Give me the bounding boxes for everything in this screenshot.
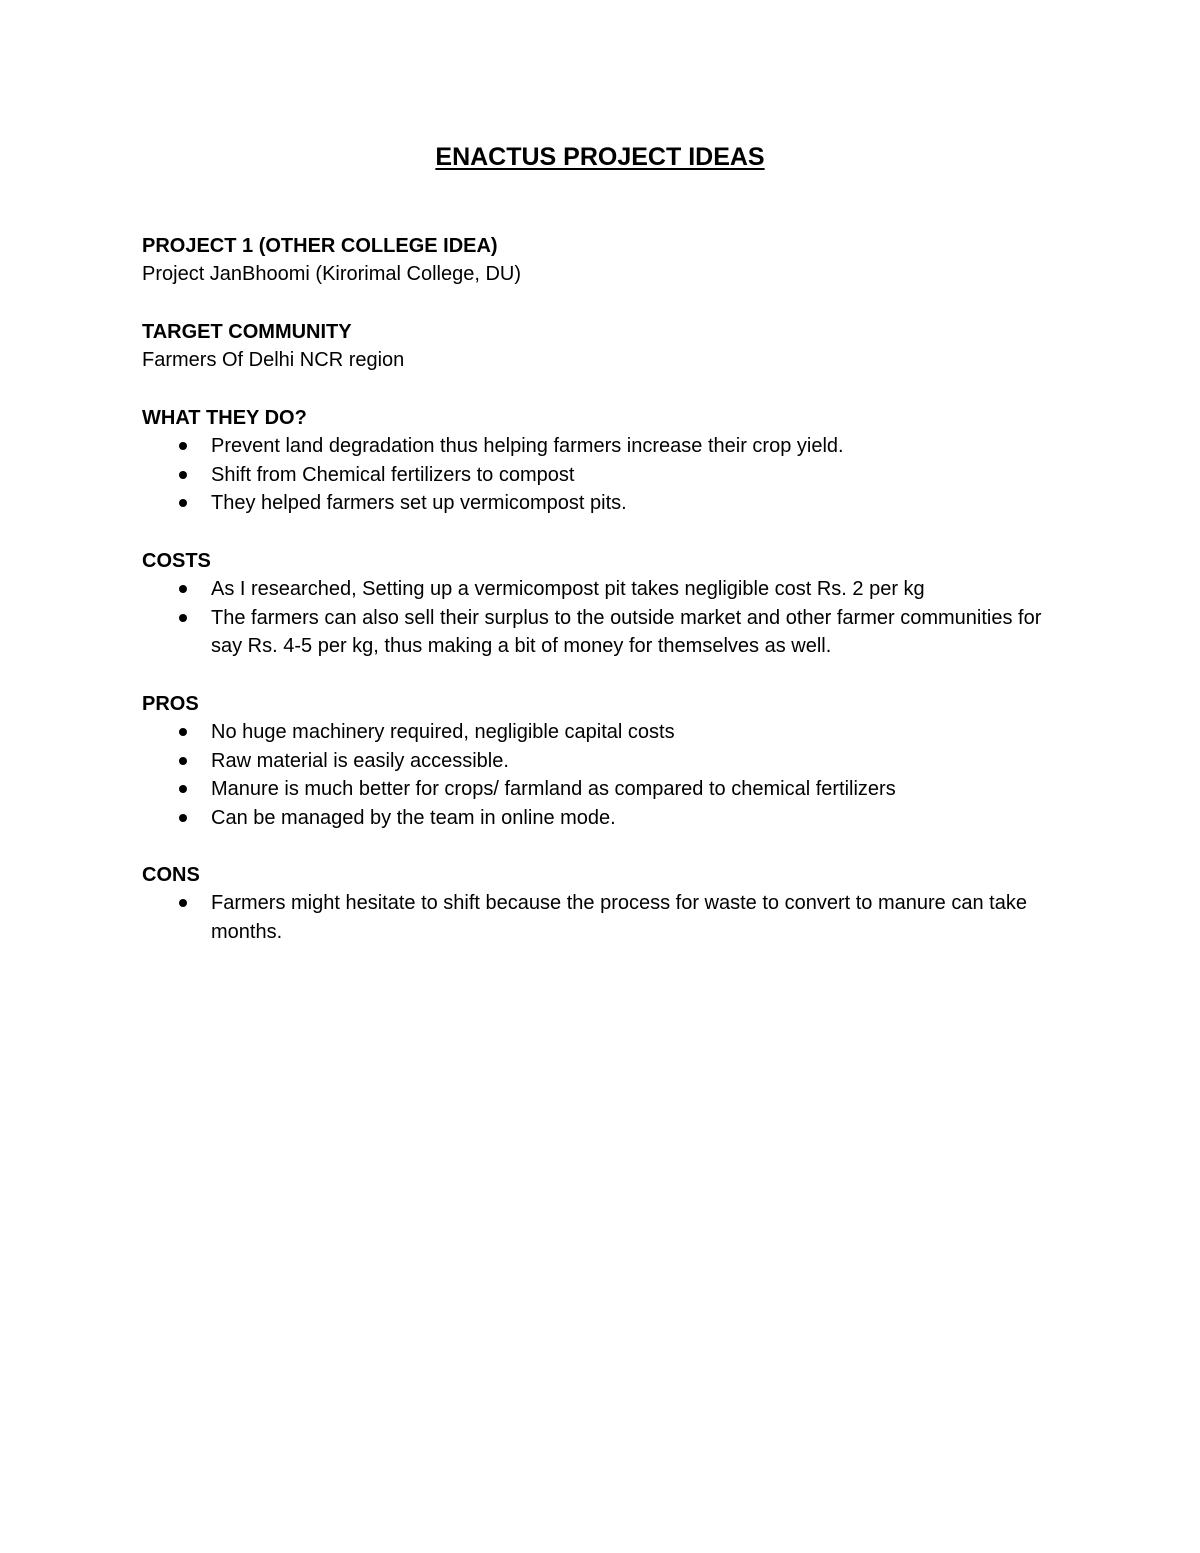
pros-section: [142, 690, 1062, 832]
list-item: [142, 775, 1062, 804]
costs-section: [142, 547, 1062, 661]
pros-heading: PROS: [142, 693, 199, 715]
pros-list: [142, 718, 1062, 832]
target-community-heading: TARGET COMMUNITY: [142, 321, 352, 343]
bullet-icon: [179, 899, 187, 907]
project-section: [142, 232, 1062, 288]
costs-heading: COSTS: [142, 550, 211, 572]
list-item-text: Manure is much better for crops/ farmland as compared to chemical fertilizers: [211, 778, 896, 800]
list-item-text: As I researched, Setting up a vermicompost pit takes negligible cost Rs. 2 per kg: [211, 578, 925, 600]
target-community-section: [142, 318, 1062, 374]
bullet-icon: [179, 757, 187, 765]
target-community-text: Farmers Of Delhi NCR region: [142, 349, 405, 371]
list-item: [142, 575, 1062, 604]
list-item-text: Farmers might hesitate to shift because the process for waste to convert to manure can take months.: [211, 892, 1027, 943]
document-title: ENACTUS PROJECT IDEAS: [435, 143, 765, 171]
what-they-do-list: [142, 432, 1062, 518]
project-heading: PROJECT 1 (OTHER COLLEGE IDEA): [142, 235, 498, 257]
list-item-text: Can be managed by the team in online mode.: [211, 806, 616, 829]
list-item: [142, 461, 1062, 490]
project-name: Project JanBhoomi (Kirorimal College, DU): [142, 263, 522, 285]
bullet-icon: [179, 728, 187, 736]
bullet-icon: [179, 785, 187, 793]
cons-list: [142, 889, 1062, 946]
cons-heading: CONS: [142, 864, 200, 886]
bullet-icon: [179, 814, 187, 822]
bullet-icon: [179, 471, 187, 479]
list-item: [142, 889, 1062, 946]
list-item-text: The farmers can also sell their surplus to the outside market and other farmer communities for say Rs. 4-5 per kg, thus making a bit of money for themselves as well.: [211, 606, 1042, 657]
list-item: [142, 489, 1062, 518]
list-item-text: Prevent land degradation thus helping farmers increase their crop yield.: [211, 435, 844, 457]
list-item-text: They helped farmers set up vermicompost pits.: [211, 492, 627, 514]
list-item-text: No huge machinery required, negligible capital costs: [211, 721, 675, 743]
cons-section: [142, 861, 1062, 946]
costs-list: [142, 575, 1062, 661]
list-item: [142, 604, 1062, 661]
bullet-icon: [179, 585, 187, 593]
list-item: [142, 804, 1062, 833]
list-item: [142, 718, 1062, 747]
list-item-text: Raw material is easily accessible.: [211, 749, 509, 772]
list-item-text: Shift from Chemical fertilizers to compost: [211, 463, 575, 486]
bullet-icon: [179, 499, 187, 507]
list-item: [142, 747, 1062, 776]
bullet-icon: [179, 442, 187, 450]
what-they-do-section: [142, 404, 1062, 518]
bullet-icon: [179, 614, 187, 622]
what-they-do-heading: WHAT THEY DO?: [142, 407, 307, 429]
list-item: [142, 432, 1062, 461]
